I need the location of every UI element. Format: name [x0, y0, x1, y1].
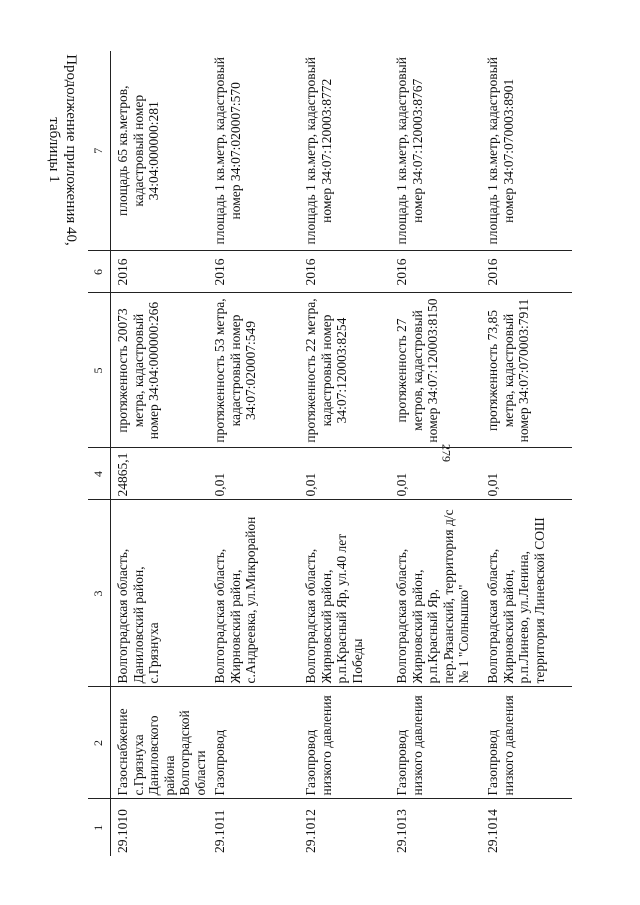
- year-cell: 2016: [111, 251, 209, 293]
- year-cell: 2016: [299, 251, 390, 293]
- object-name-cell: Газопровод низкого давления: [390, 687, 481, 799]
- characteristics-cell: протяженность 27 метров, кадастровый номер 34:07:120003:8150: [390, 293, 481, 448]
- address-cell: Волгоградская область, Жирновский район, с.Андреевка, ул.Микрорайон: [208, 500, 299, 687]
- table-row: [111, 51, 209, 856]
- year-cell: 2016: [390, 251, 481, 293]
- object-name-cell: Газоснабжение с.Грязнуха Даниловского района Волгоградской области: [111, 687, 209, 799]
- column-header-2: 2: [88, 687, 111, 799]
- continuation-note: [45, 54, 79, 246]
- year-cell: 2016: [208, 251, 299, 293]
- address-cell: Волгоградская область, Жирновский район, р.п.Красный Яр, пер.Рязанский, территория д/с № 1 "Солнышко": [390, 500, 481, 687]
- characteristics-cell: протяженность 53 метра, кадастровый номер 34:07:020007:549: [208, 293, 299, 448]
- column-header-7: 7: [88, 51, 111, 251]
- land-info-cell: площадь 65 кв.метров, кадастровый номер 34:04:000000:281: [111, 51, 209, 251]
- object-name-cell: Газопровод низкого давления: [481, 687, 572, 799]
- land-info-cell: площадь 1 кв.метр, кадастровый номер 34:07:020007:570: [208, 51, 299, 251]
- table-row: [208, 51, 299, 856]
- data-table: [88, 51, 572, 856]
- land-info-cell: площадь 1 кв.метр, кадастровый номер 34:07:070003:8901: [481, 51, 572, 251]
- value-cell: 24865,1: [111, 448, 209, 500]
- land-info-cell: площадь 1 кв.метр, кадастровый номер 34:07:120003:8767: [390, 51, 481, 251]
- column-header-3: 3: [88, 500, 111, 687]
- rotated-table-area: [88, 51, 598, 856]
- object-name-cell: Газопровод низкого давления: [299, 687, 390, 799]
- row-number-cell: 29.1011: [212, 809, 227, 853]
- value-cell: 0,01: [208, 448, 299, 500]
- continuation-line-1: Продолжение приложения 40,: [63, 54, 79, 246]
- row-number-cell: 29.1014: [485, 809, 500, 853]
- address-cell: Волгоградская область, Жирновский район, р.п.Линево, ул.Ленина, территория Линевской СОШ: [481, 500, 572, 687]
- land-info-cell: площадь 1 кв.метр, кадастровый номер 34:07:120003:8772: [299, 51, 390, 251]
- column-header-5: 5: [88, 293, 111, 448]
- column-header-1: 1: [88, 799, 111, 856]
- column-header-4: 4: [88, 448, 111, 500]
- year-cell: 2016: [481, 251, 572, 293]
- column-header-6: 6: [88, 251, 111, 293]
- header-row: [88, 51, 111, 856]
- continuation-line-2: таблицы 1: [46, 117, 62, 183]
- address-cell: Волгоградская область, Жирновский район, р.п.Красный Яр, ул.40 лет Победы: [299, 500, 390, 687]
- table-row: [481, 51, 572, 856]
- page-number: 279: [439, 444, 454, 462]
- address-cell: Волгоградская область, Даниловский район, с.Грязнуха: [111, 500, 209, 687]
- characteristics-cell: протяженность 20073 метра, кадастровый номер 34:04:000000:266: [111, 293, 209, 448]
- row-number-cell: 29.1013: [394, 809, 409, 853]
- table-row: [390, 51, 481, 856]
- value-cell: 0,01: [390, 448, 481, 500]
- row-number-cell: 29.1012: [303, 809, 318, 853]
- object-name-cell: Газопровод: [208, 687, 299, 799]
- row-number-cell: 29.1010: [115, 809, 130, 853]
- value-cell: 0,01: [481, 448, 572, 500]
- characteristics-cell: протяженность 73,85 метра, кадастровый номер 34:07:070003:7911: [481, 293, 572, 448]
- characteristics-cell: протяженность 22 метра, кадастровый номер 34:07:120003:8254: [299, 293, 390, 448]
- table-row: [299, 51, 390, 856]
- value-cell: 0,01: [299, 448, 390, 500]
